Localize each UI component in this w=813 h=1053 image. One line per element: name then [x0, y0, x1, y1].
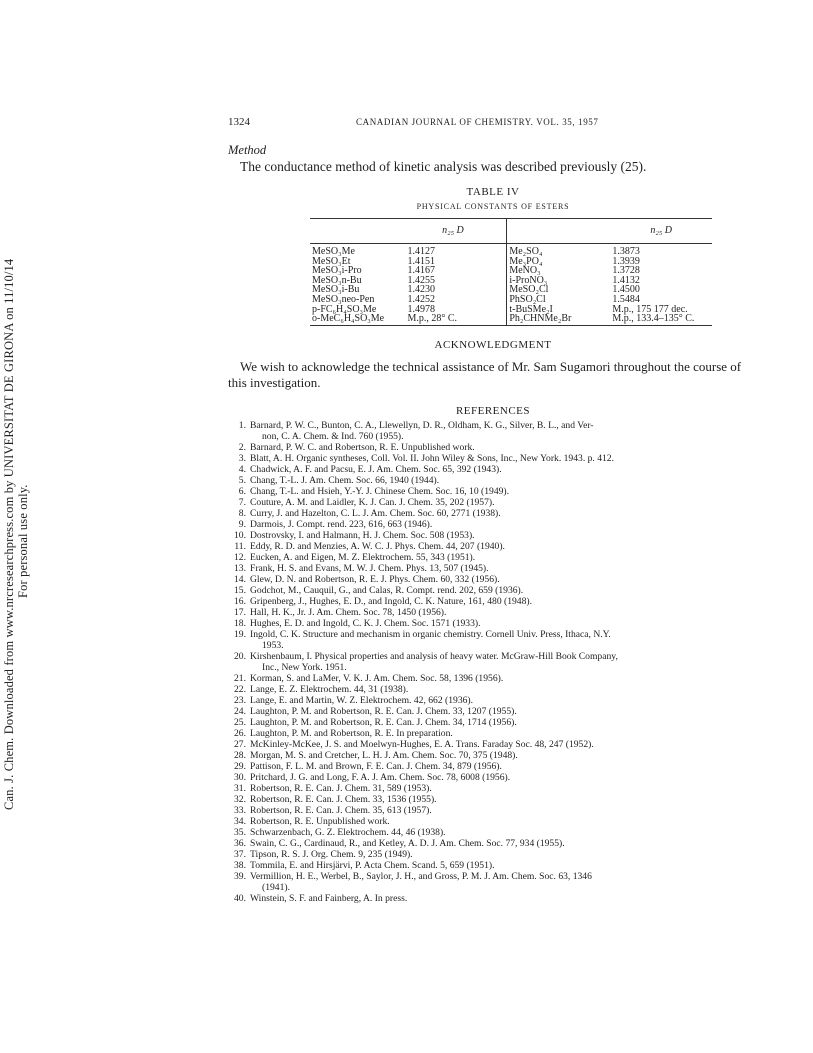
- reference-number: 22.: [234, 683, 246, 695]
- constants-table: [310, 218, 712, 326]
- reference-text: Godchot, M., Cauquil, G., and Calas, R. Compt. rend. 202, 659 (1936).: [250, 584, 524, 596]
- reference-item: [228, 541, 758, 552]
- reference-text: Chang, T.-L. and Hsieh, Y.-Y. J. Chinese Chem. Soc. 16, 10 (1949).: [250, 485, 510, 497]
- reference-text: Couture, A. M. and Laidler, K. J. Can. J. Chem. 35, 202 (1957).: [250, 496, 495, 508]
- reference-item: [228, 596, 758, 607]
- reference-number: 18.: [234, 617, 246, 629]
- reference-number: 14.: [234, 573, 246, 585]
- reference-text: Blatt, A. H. Organic syntheses, Coll. Vol. II. John Wiley & Sons, Inc., New York. 1943. p. 412.: [250, 452, 614, 464]
- journal-title: CANADIAN JOURNAL OF CHEMISTRY. VOL. 35, 1957: [356, 117, 599, 127]
- reference-number: 17.: [234, 606, 246, 618]
- reference-text: Gripenberg, J., Hughes, E. D., and Ingold, C. K. Nature, 161, 480 (1948).: [250, 595, 532, 607]
- reference-text: Swain, C. G., Cardinaud, R., and Ketley, A. D. J. Am. Chem. Soc. 77, 934 (1955).: [250, 837, 565, 849]
- reference-number: 5.: [238, 474, 246, 486]
- reference-number: 28.: [234, 749, 246, 761]
- compound-name-right: MeSO₂Cl: [509, 284, 549, 296]
- reference-item: [228, 717, 758, 728]
- table-row: [310, 244, 712, 257]
- method-heading: Method: [228, 143, 267, 157]
- reference-number: 1.: [238, 419, 246, 431]
- reference-number: 2.: [238, 441, 246, 453]
- reference-item: [228, 772, 758, 783]
- reference-number: 32.: [234, 793, 246, 805]
- reference-text: Laughton, P. M. and Robertson, R. E. Can. J. Chem. 33, 1207 (1955).: [250, 705, 517, 717]
- refractive-index-left: 1.4252: [407, 293, 435, 305]
- reference-item: [228, 805, 758, 816]
- reference-item: [228, 893, 758, 904]
- reference-number: 3.: [238, 452, 246, 464]
- acknowledgment-text: We wish to acknowledge the technical assistance of Mr. Sam Sugamori throughout the course of this investigation.: [228, 358, 742, 390]
- reference-text: Hall, H. K., Jr. J. Am. Chem. Soc. 78, 1450 (1956).: [250, 606, 447, 618]
- compound-name-left: p-FC₆H₄SO₃Me: [312, 303, 377, 315]
- reference-item: [228, 750, 758, 761]
- reference-text: Frank, H. S. and Evans, M. W. J. Chem. Phys. 13, 507 (1945).: [250, 562, 489, 574]
- compound-name-right: PhSO₂Cl: [509, 293, 546, 305]
- reference-text: Barnard, P. W. C. and Robertson, R. E. Unpublished work.: [250, 441, 475, 453]
- reference-item: [228, 486, 758, 497]
- reference-text: Laughton, P. M. and Robertson, R. E. In preparation.: [250, 727, 453, 739]
- reference-item: [228, 618, 758, 629]
- reference-item: [228, 651, 758, 673]
- reference-item: [228, 706, 758, 717]
- refractive-index-right: M.p., 175 177 dec.: [612, 303, 688, 315]
- reference-item: [228, 475, 758, 486]
- compound-name-right: t-BuSMe₂I: [509, 303, 553, 315]
- reference-text: Morgan, M. S. and Cretcher, L. H. J. Am. Chem. Soc. 70, 375 (1948).: [250, 749, 518, 761]
- refractive-index-left: 1.4151: [407, 255, 435, 267]
- reference-number: 20.: [234, 650, 246, 662]
- reference-item: [228, 783, 758, 794]
- reference-item: [228, 838, 758, 849]
- reference-item: [228, 816, 758, 827]
- download-watermark: [2, 210, 28, 810]
- reference-item: [228, 453, 758, 464]
- reference-text: Kirshenbaum, I. Physical properties and analysis of heavy water. McGraw-Hill Book Company,: [250, 650, 618, 662]
- compound-name-left: MeSO₃i-Pro: [312, 265, 362, 277]
- reference-number: 7.: [238, 496, 246, 508]
- page-number: 1324: [228, 116, 250, 128]
- reference-text: Chadwick, A. F. and Pacsu, E. J. Am. Chem. Soc. 65, 392 (1943).: [250, 463, 502, 475]
- refractive-index-left: 1.4255: [407, 274, 435, 286]
- table-title: TABLE IV: [466, 186, 520, 198]
- reference-item: [228, 860, 758, 871]
- refractive-index-right: 1.3873: [612, 246, 640, 257]
- reference-item: [228, 563, 758, 574]
- reference-text: Hughes, E. D. and Ingold, C. K. J. Chem. Soc. 1571 (1933).: [250, 617, 481, 629]
- reference-item: [228, 728, 758, 739]
- compound-name-left: MeSO₃i-Bu: [312, 284, 360, 296]
- reference-text: Eddy, R. D. and Menzies, A. W. C. J. Phys. Chem. 44, 207 (1940).: [250, 540, 505, 552]
- reference-number: 15.: [234, 584, 246, 596]
- reference-item: [228, 585, 758, 596]
- reference-text: Robertson, R. E. Can. J. Chem. 33, 1536 (1955).: [250, 793, 437, 805]
- reference-number: 16.: [234, 595, 246, 607]
- reference-text: Eucken, A. and Eigen, M. Z. Elektrochem. 55, 343 (1951).: [250, 551, 476, 563]
- compound-name-left: MeSO₃Me: [312, 246, 355, 257]
- reference-item: [228, 684, 758, 695]
- reference-number: 40.: [234, 892, 246, 904]
- reference-item: [228, 530, 758, 541]
- reference-item: [228, 552, 758, 563]
- reference-item: [228, 871, 758, 893]
- refractive-index-left: 1.4167: [407, 265, 435, 277]
- reference-number: 23.: [234, 694, 246, 706]
- reference-number: 11.: [234, 540, 246, 552]
- reference-item: [228, 849, 758, 860]
- refractive-index-header-right: n₂₅ D: [610, 219, 712, 244]
- refractive-index-right: 1.4500: [612, 284, 640, 296]
- reference-text: Dostrovsky, I. and Halmann, H. J. Chem. Soc. 508 (1953).: [250, 529, 475, 541]
- compound-name-left: MeSO₃neo-Pen: [312, 293, 375, 305]
- compound-name-right: Ph₂CHNMe₂Br: [507, 314, 611, 325]
- refractive-index-right: 1.3728: [612, 265, 640, 277]
- table-caption: PHYSICAL CONSTANTS OF ESTERS: [416, 202, 570, 211]
- acknowledgment-heading: ACKNOWLEDGMENT: [434, 338, 552, 351]
- reference-item: [228, 574, 758, 585]
- references-list: [228, 420, 758, 904]
- reference-text: Pattison, F. L. M. and Brown, F. E. Can. J. Chem. 34, 879 (1956).: [250, 760, 502, 772]
- reference-number: 29.: [234, 760, 246, 772]
- reference-item: [228, 827, 758, 838]
- compound-name-right: i-ProNO₃: [509, 274, 548, 286]
- reference-text: Chang, T.-L. J. Am. Chem. Soc. 66, 1940 (1944).: [250, 474, 440, 486]
- reference-text: Glew, D. N. and Robertson, R. E. J. Phys. Chem. 60, 332 (1956).: [250, 573, 500, 585]
- refractive-index-left: M.p., 28° C.: [405, 314, 500, 325]
- reference-text: Robertson, R. E. Can. J. Chem. 35, 613 (1957).: [250, 804, 432, 816]
- compound-name-right: Me₃PO₄: [509, 255, 543, 267]
- reference-number: 37.: [234, 848, 246, 860]
- reference-item: [228, 673, 758, 684]
- reference-text: McKinley-McKee, J. S. and Moelwyn-Hughes, E. A. Trans. Faraday Soc. 48, 247 (1952).: [250, 738, 594, 750]
- method-text: The conductance method of kinetic analysis was described previously (25).: [240, 159, 647, 174]
- reference-item: [228, 420, 758, 442]
- compound-name-left: MeSO₃Et: [312, 255, 351, 267]
- reference-continuation: non, C. A. Chem. & Ind. 760 (1955).: [262, 430, 404, 442]
- reference-text: Vermillion, H. E., Werbel, B., Saylor, J. H., and Gross, P. M. J. Am. Chem. Soc. 63, 1346: [250, 870, 592, 882]
- reference-number: 26.: [234, 727, 246, 739]
- reference-number: 39.: [234, 870, 246, 882]
- reference-text: Ingold, C. K. Structure and mechanism in organic chemistry. Cornell Univ. Press, Ithaca, N.Y.: [250, 628, 611, 640]
- reference-number: 33.: [234, 804, 246, 816]
- reference-number: 19.: [234, 628, 246, 640]
- reference-text: Pritchard, J. G. and Long, F. A. J. Am. Chem. Soc. 78, 6008 (1956).: [250, 771, 511, 783]
- table-header-row: [310, 219, 712, 244]
- table-row: [310, 314, 712, 325]
- reference-text: Lange, E. Z. Elektrochem. 44, 31 (1938).: [250, 683, 409, 695]
- refractive-index-right: 1.3939: [612, 255, 640, 267]
- reference-text: Tommila, E. and Hirsjärvi, P. Acta Chem. Scand. 5, 659 (1951).: [250, 859, 495, 871]
- compound-name-left: o-MeC₆H₄SO₃Me: [310, 314, 405, 325]
- reference-number: 38.: [234, 859, 246, 871]
- reference-number: 30.: [234, 771, 246, 783]
- refractive-index-right: M.p., 133.4–135° C.: [610, 314, 712, 325]
- reference-number: 31.: [234, 782, 246, 794]
- reference-item: [228, 508, 758, 519]
- reference-number: 36.: [234, 837, 246, 849]
- refractive-index-left: 1.4127: [407, 246, 435, 257]
- reference-number: 35.: [234, 826, 246, 838]
- reference-continuation: Inc., New York. 1951.: [262, 661, 347, 673]
- reference-item: [228, 695, 758, 706]
- reference-item: [228, 497, 758, 508]
- reference-number: 24.: [234, 705, 246, 717]
- refractive-index-right: 1.5484: [612, 293, 640, 305]
- reference-number: 12.: [234, 551, 246, 563]
- compound-name-left: MeSO₃n-Bu: [312, 274, 362, 286]
- reference-continuation: 1953.: [262, 639, 284, 651]
- refractive-index-header-left: n₂₅ D: [405, 219, 500, 244]
- reference-text: Lange, E. and Martin, W. Z. Elektrochem. 42, 662 (1936).: [250, 694, 474, 706]
- reference-number: 25.: [234, 716, 246, 728]
- reference-item: [228, 519, 758, 530]
- refractive-index-left: 1.4978: [407, 303, 435, 315]
- reference-number: 4.: [238, 463, 246, 475]
- reference-item: [228, 629, 758, 651]
- reference-text: Winstein, S. F. and Fainberg, A. In press.: [250, 892, 408, 904]
- running-header: [228, 116, 758, 132]
- reference-text: Barnard, P. W. C., Bunton, C. A., Llewellyn, D. R., Oldham, K. G., Silver, B. L., and Ver-: [250, 419, 594, 431]
- reference-text: Schwarzenbach, G. Z. Elektrochem. 44, 46 (1938).: [250, 826, 446, 838]
- reference-number: 8.: [238, 507, 246, 519]
- reference-number: 13.: [234, 562, 246, 574]
- reference-number: 10.: [234, 529, 246, 541]
- reference-number: 21.: [234, 672, 246, 684]
- compound-name-right: Me₂SO₄: [509, 246, 543, 257]
- reference-item: [228, 761, 758, 772]
- references-heading: REFERENCES: [455, 404, 531, 417]
- reference-text: Tipson, R. S. J. Org. Chem. 9, 235 (1949).: [250, 848, 413, 860]
- personal-use-notice: For personal use only.: [16, 484, 30, 598]
- reference-text: Korman, S. and LaMer, V. K. J. Am. Chem. Soc. 58, 1396 (1956).: [250, 672, 504, 684]
- download-notice: Can. J. Chem. Downloaded from www.nrcresearchpress.com by UNIVERSITAT DE GIRONA on 11/10/14: [2, 258, 16, 810]
- reference-item: [228, 464, 758, 475]
- reference-item: [228, 739, 758, 750]
- reference-number: 27.: [234, 738, 246, 750]
- reference-number: 9.: [238, 518, 246, 530]
- reference-item: [228, 794, 758, 805]
- page-body: [228, 116, 758, 904]
- reference-number: 6.: [238, 485, 246, 497]
- reference-text: Laughton, P. M. and Robertson, R. E. Can. J. Chem. 34, 1714 (1956).: [250, 716, 517, 728]
- reference-text: Darmois, J. Compt. rend. 223, 616, 663 (1946).: [250, 518, 433, 530]
- reference-continuation: (1941).: [262, 881, 290, 893]
- reference-item: [228, 442, 758, 453]
- refractive-index-left: 1.4230: [407, 284, 435, 296]
- reference-text: Curry, J. and Hazelton, C. L. J. Am. Chem. Soc. 60, 2771 (1938).: [250, 507, 501, 519]
- compound-name-right: MeNO₃: [509, 265, 541, 277]
- reference-text: Robertson, R. E. Unpublished work.: [250, 815, 390, 827]
- reference-number: 34.: [234, 815, 246, 827]
- reference-text: Robertson, R. E. Can. J. Chem. 31, 589 (1953).: [250, 782, 432, 794]
- reference-item: [228, 607, 758, 618]
- refractive-index-right: 1.4132: [612, 274, 640, 286]
